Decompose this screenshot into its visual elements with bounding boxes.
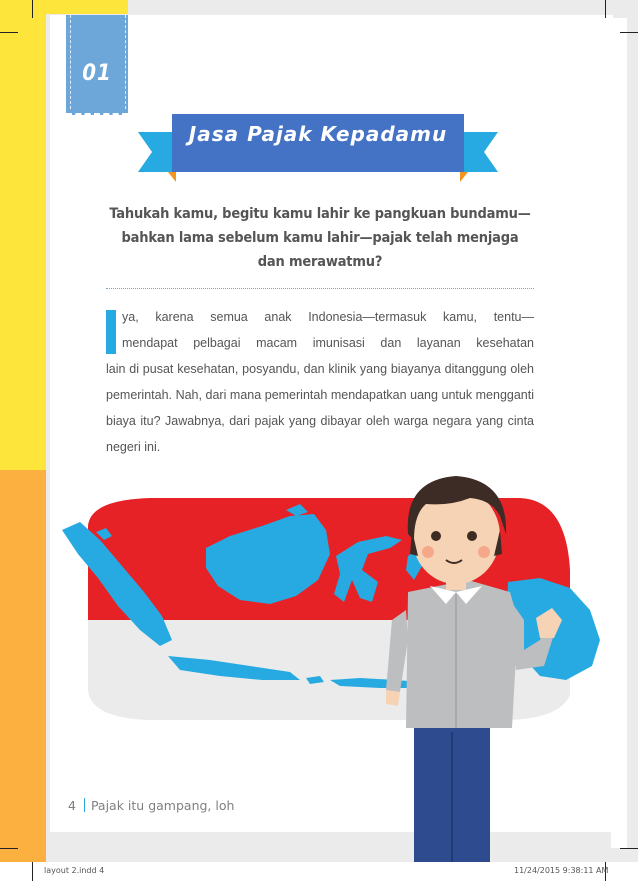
footer-separator: [84, 798, 85, 812]
page-footer: [68, 798, 234, 813]
ribbon-right-tail: [460, 132, 498, 172]
page-number: 4: [68, 798, 76, 813]
chapter-number: 01: [82, 61, 112, 86]
crop-mark: [620, 32, 638, 33]
boy-right-cheek: [478, 546, 490, 558]
body-line: ya, karena semua anak Indonesia—termasuk kamu, tentu—: [122, 310, 534, 324]
dotted-divider: [106, 288, 534, 289]
body-line: mendapat pelbagai macam imunisasi dan layanan kesehatan: [122, 336, 534, 350]
yellow-side-strip: [0, 0, 46, 470]
crop-mark: [32, 0, 33, 18]
intro-line: Tahukah kamu, begitu kamu lahir ke pangkuan bundamu—: [109, 206, 531, 222]
title-ribbon: [138, 110, 498, 190]
crop-mark: [605, 0, 606, 18]
crop-mark: [0, 32, 18, 33]
ribbon-left-tail: [138, 132, 176, 172]
body-rest: lain di pusat kesehatan, posyandu, dan klinik yang biayanya ditanggung oleh pemerintah. Nah, dari mana pemerintah mendapatkan uang untuk mengganti biaya itu? Jawabnya, dari pajak yang dibayar oleh warga negara yang cinta negeri ini.: [106, 362, 534, 454]
intro-line: dan merawatmu?: [257, 254, 383, 270]
crop-mark: [32, 862, 33, 881]
map-marker: ●: [124, 535, 130, 542]
boy-left-cheek: [422, 546, 434, 558]
yellow-top-strip: [46, 0, 128, 14]
intro-line: bahkan lama sebelum kamu lahir—pajak telah menjaga: [121, 230, 519, 246]
ribbon-right-fold: [460, 172, 468, 182]
section-title: Jasa Pajak Kepadamu: [188, 122, 448, 146]
boy-left-hand: [386, 690, 400, 706]
body-paragraph: [106, 304, 534, 460]
book-title: Pajak itu gampang, loh: [90, 798, 235, 813]
boy-shirt: [406, 580, 518, 728]
slug-right: 11/24/2015 9:38:11 AM: [514, 866, 609, 875]
boy-left-eye: [431, 531, 441, 541]
slug-left: layout 2.indd 4: [44, 866, 105, 875]
intro-question: [100, 202, 540, 274]
ribbon-left-fold: [168, 172, 176, 182]
chapter-tab: [66, 15, 128, 115]
boy-right-eye: [467, 531, 477, 541]
